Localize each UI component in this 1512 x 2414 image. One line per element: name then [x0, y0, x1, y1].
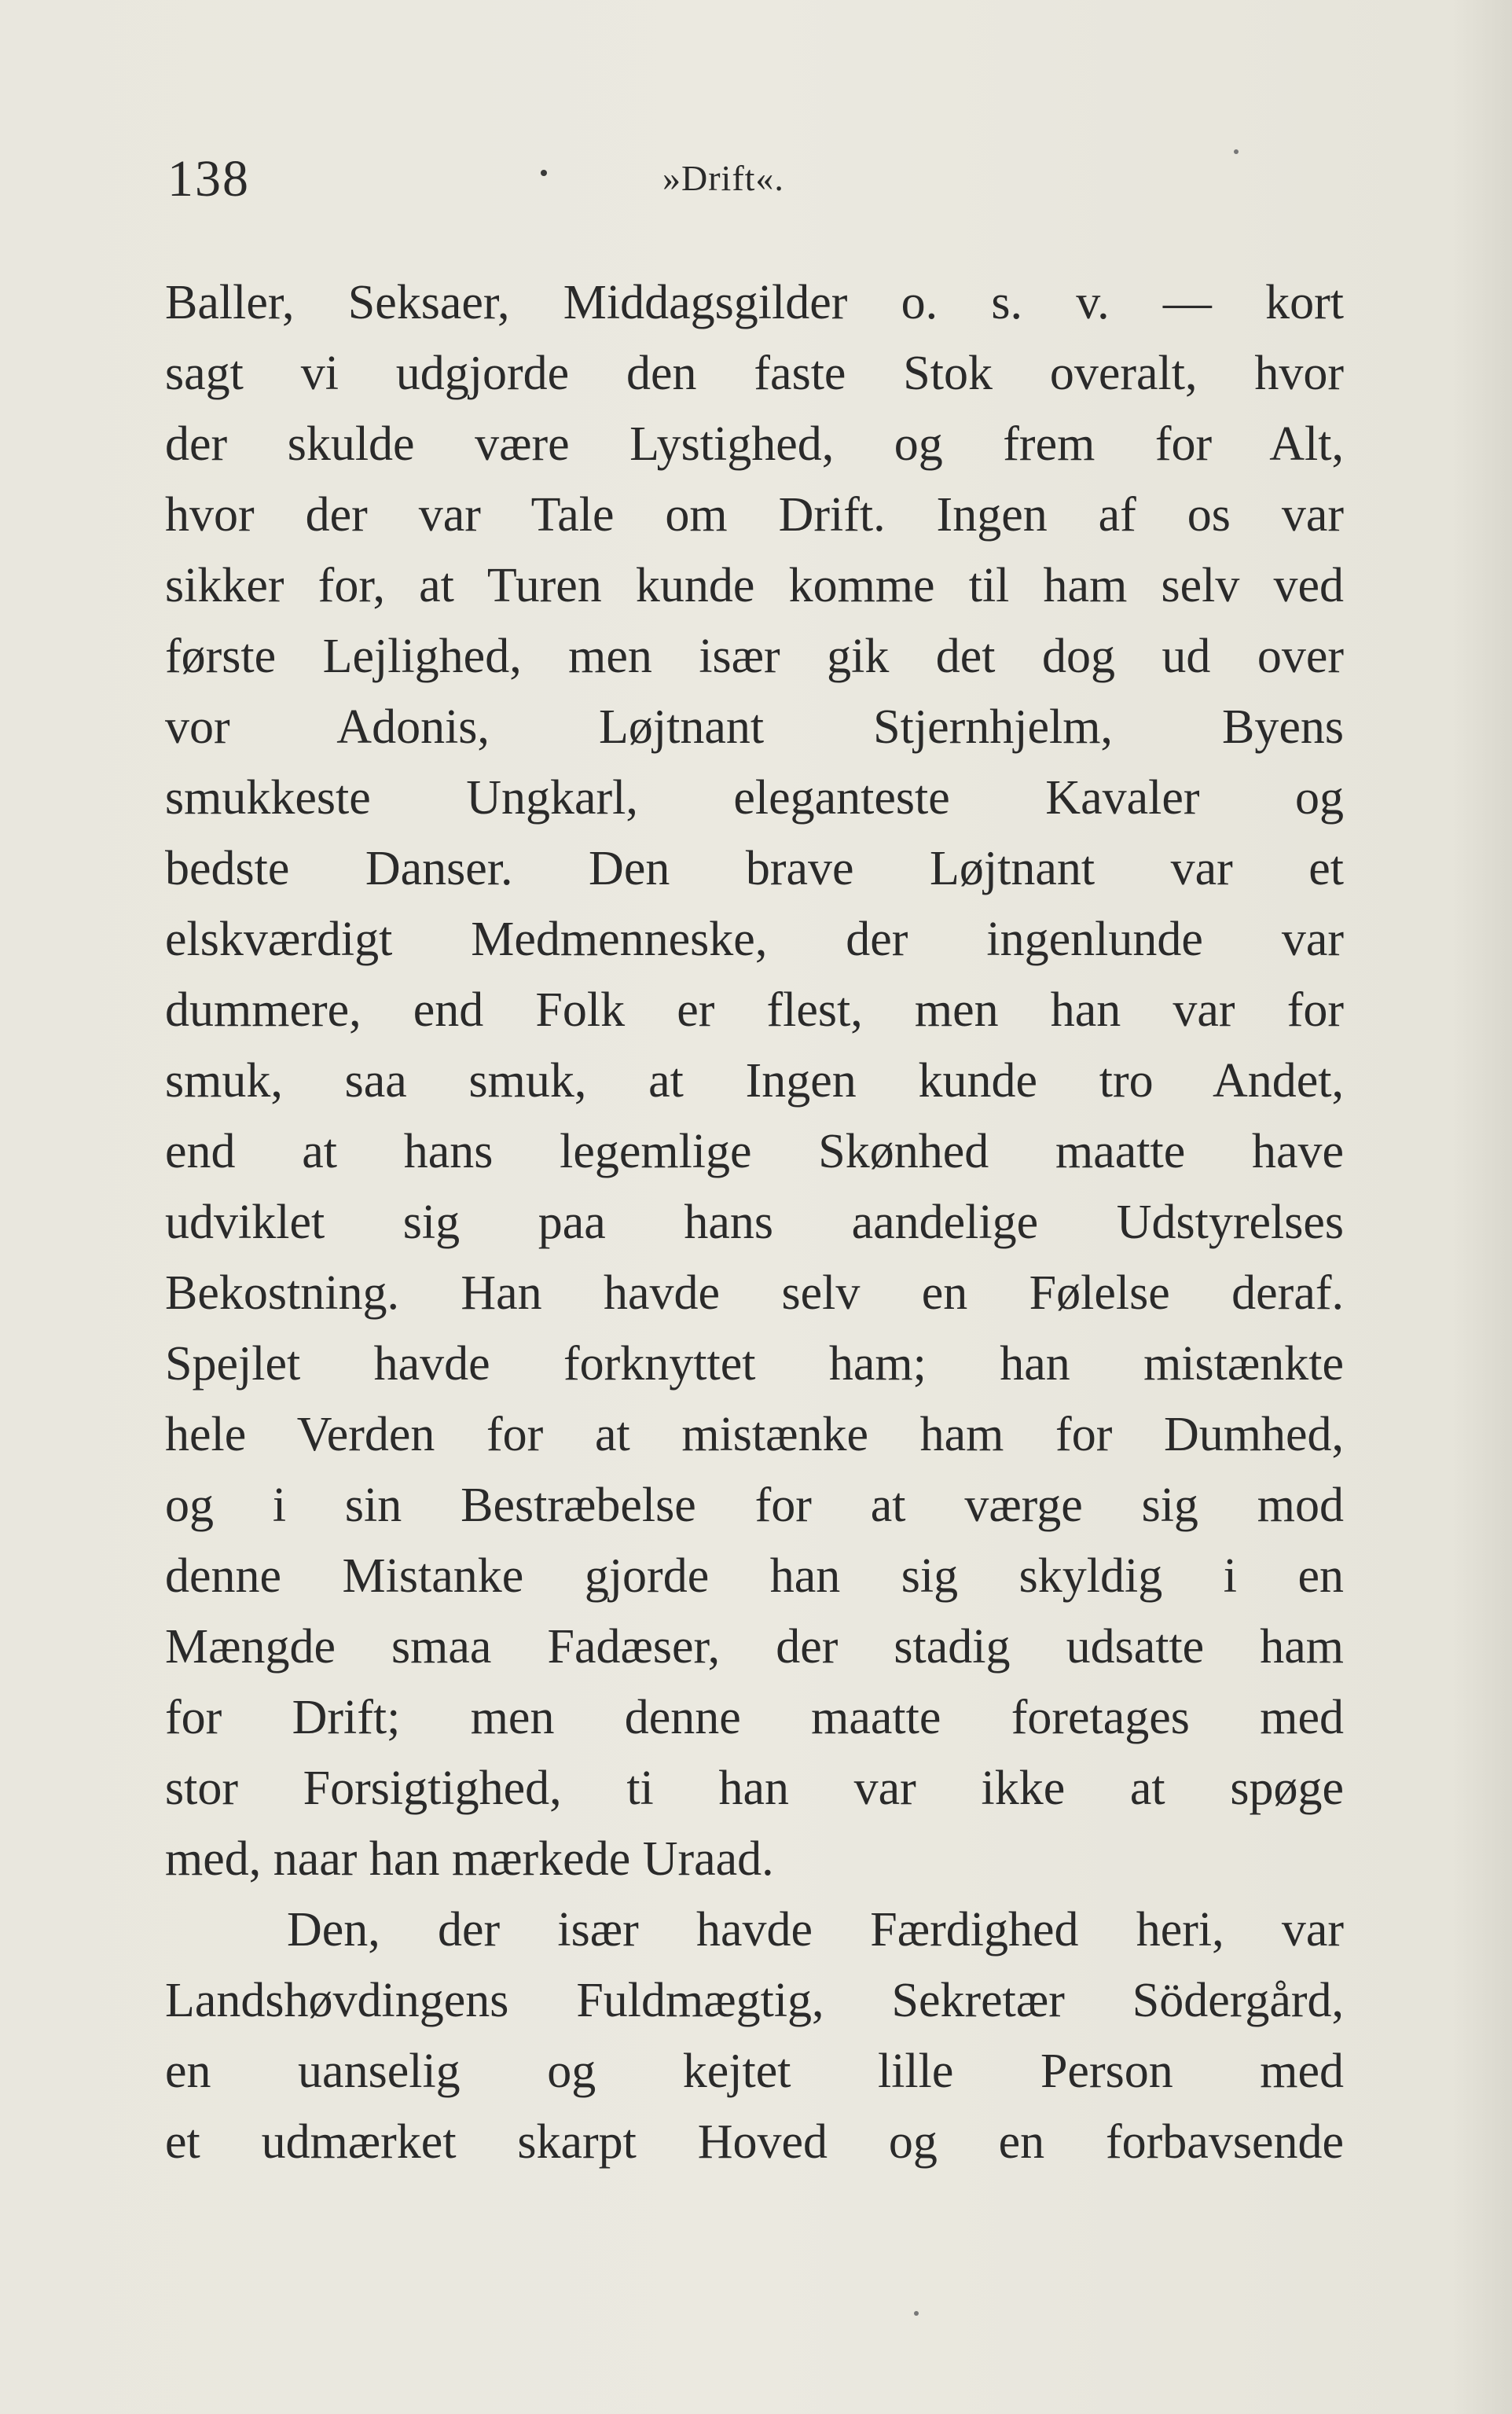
text-line: Baller, Seksaer, Middagsgilder o. s. v. — kort — [165, 276, 1344, 329]
text-line: denne Mistanke gjorde han sig skyldig i en — [165, 1549, 1344, 1603]
body-text — [165, 267, 1344, 2177]
text-line: udviklet sig paa hans aandelige Udstyrelses — [165, 1196, 1344, 1249]
paper-speck — [1234, 149, 1239, 154]
text-line: smuk, saa smuk, at Ingen kunde tro Andet, — [165, 1054, 1344, 1108]
text-line: smukkeste Ungkarl, eleganteste Kavaler og — [165, 771, 1344, 825]
text-line-paragraph-end: med, naar han mærkede Uraad. — [165, 1832, 774, 1886]
text-line: vor Adonis, Løjtnant Stjernhjelm, Byens — [165, 700, 1344, 754]
text-line: Mængde smaa Fadæser, der stadig udsatte ham — [165, 1620, 1344, 1674]
text-line: end at hans legemlige Skønhed maatte have — [165, 1125, 1344, 1178]
text-line: Spejlet havde forknyttet ham; han mistænkte — [165, 1337, 1344, 1391]
text-line: sagt vi udgjorde den faste Stok overalt, hvor — [165, 347, 1344, 400]
paper-speck — [914, 2311, 919, 2316]
text-line: første Lejlighed, men især gik det dog ud over — [165, 630, 1344, 683]
text-line: bedste Danser. Den brave Løjtnant var et — [165, 842, 1344, 895]
text-line: hele Verden for at mistænke ham for Dumhed, — [165, 1408, 1344, 1461]
page-number: 138 — [167, 150, 250, 208]
text-line: hvor der var Tale om Drift. Ingen af os var — [165, 488, 1344, 542]
text-line: Landshøvdingens Fuldmægtig, Sekretær Södergård, — [165, 1974, 1344, 2027]
text-line: der skulde være Lystighed, og frem for Alt, — [165, 417, 1344, 471]
text-line: et udmærket skarpt Hoved og en forbavsende — [165, 2115, 1344, 2169]
header-dot-ornament — [541, 170, 547, 176]
running-head — [0, 149, 1512, 212]
text-line: dummere, end Folk er flest, men han var for — [165, 983, 1344, 1037]
running-title: »Drift«. — [662, 158, 784, 198]
text-line: og i sin Bestræbelse for at værge sig mod — [165, 1479, 1344, 1532]
text-line: Bekostning. Han havde selv en Følelse deraf. — [165, 1266, 1344, 1320]
text-line: en uanselig og kejtet lille Person med — [165, 2045, 1344, 2098]
text-line: elskværdigt Medmenneske, der ingenlunde var — [165, 913, 1344, 966]
text-line: sikker for, at Turen kunde komme til ham selv ved — [165, 559, 1344, 612]
text-line-paragraph-start: Den, der især havde Færdighed heri, var — [287, 1903, 1344, 1957]
text-line: for Drift; men denne maatte foretages med — [165, 1691, 1344, 1744]
text-line: stor Forsigtighed, ti han var ikke at spøge — [165, 1762, 1344, 1815]
